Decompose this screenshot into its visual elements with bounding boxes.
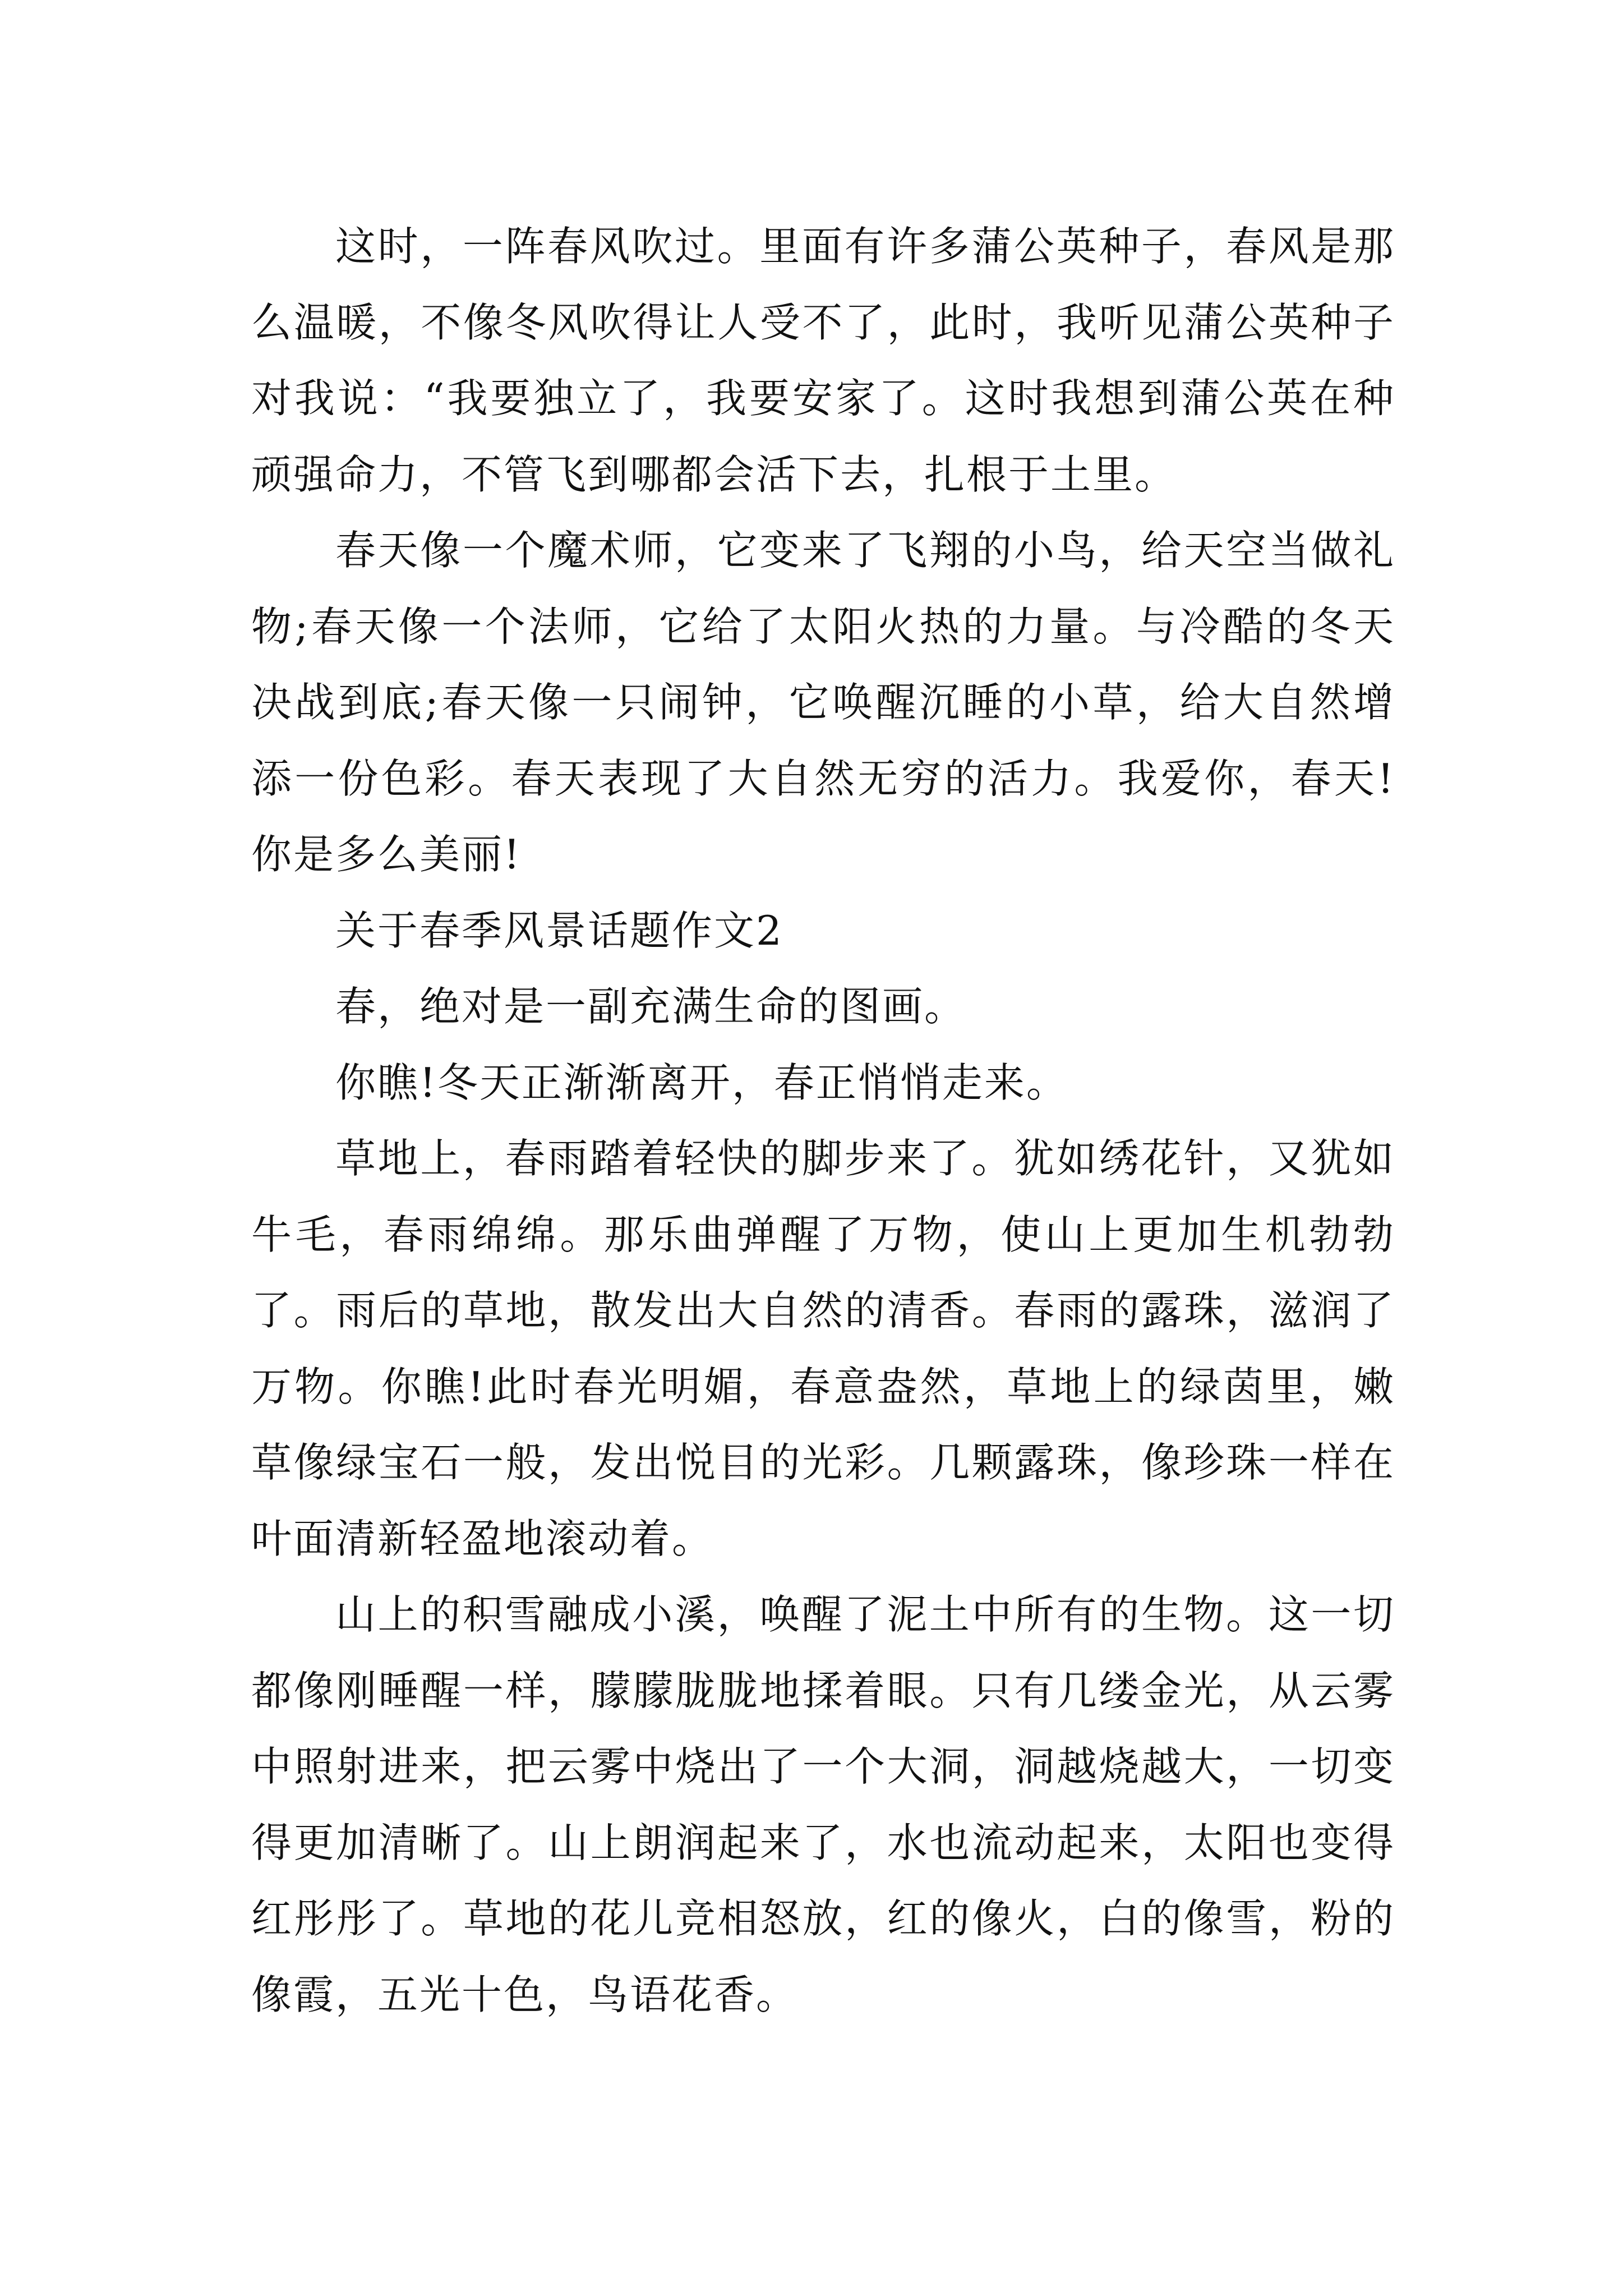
paragraph-spring-rain: 草地上，春雨踏着轻快的脚步来了。犹如绣花针，又犹如牛毛，春雨绵绵。那乐曲弹醒了万物，使山上更加生机勃勃了。雨后的草地，散发出大自然的清香。春雨的露珠，滋润了万物。你瞧!此时春光明媚，春意盎然，草地上的绿茵里，嫩草像绿宝石一般，发出悦目的光彩。几颗露珠，像珍珠一样在叶面清新轻盈地滚动着。 [251,1135,1395,1562]
paragraph-mountain-snow: 山上的积雪融成小溪，唤醒了泥土中所有的生物。这一切都像刚睡醒一样，朦朦胧胧地揉着眼。只有几缕金光，从云雾中照射进来，把云雾中烧出了一个大洞，洞越烧越大，一切变得更加清晰了。山上朗润起来了，水也流动起来，太阳也变得红彤彤了。草地的花儿竞相怒放，红的像火，白的像雪，粉的像霞，五光十色，鸟语花香。 [251,1591,1395,2018]
essay-heading: 关于春季风景话题作文2 [335,907,783,954]
paragraph-dandelion: 这时，一阵春风吹过。里面有许多蒲公英种子，春风是那么温暖，不像冬风吹得让人受不了，此时，我听见蒲公英种子对我说：“我要独立了，我要安家了。这时我想到蒲公英在种顽强命力，不管飞到哪都会活下去，扎根于土里。 [251,223,1395,498]
document-body [251,209,1395,2033]
paragraph-spring-picture: 春，绝对是一副充满生命的图画。 [335,983,967,1030]
paragraph-spring-magician: 春天像一个魔术师，它变来了飞翔的小鸟，给天空当做礼物;春天像一个法师，它给了太阳火热的力量。与冷酷的冬天决战到底;春天像一只闹钟，它唤醒沉睡的小草，给大自然增添一份色彩。春天表现了大自然无穷的活力。我爱你，春天!你是多么美丽! [251,527,1395,878]
paragraph-winter-leaving: 你瞧!冬天正渐渐离开，春正悄悄走来。 [335,1059,1068,1106]
